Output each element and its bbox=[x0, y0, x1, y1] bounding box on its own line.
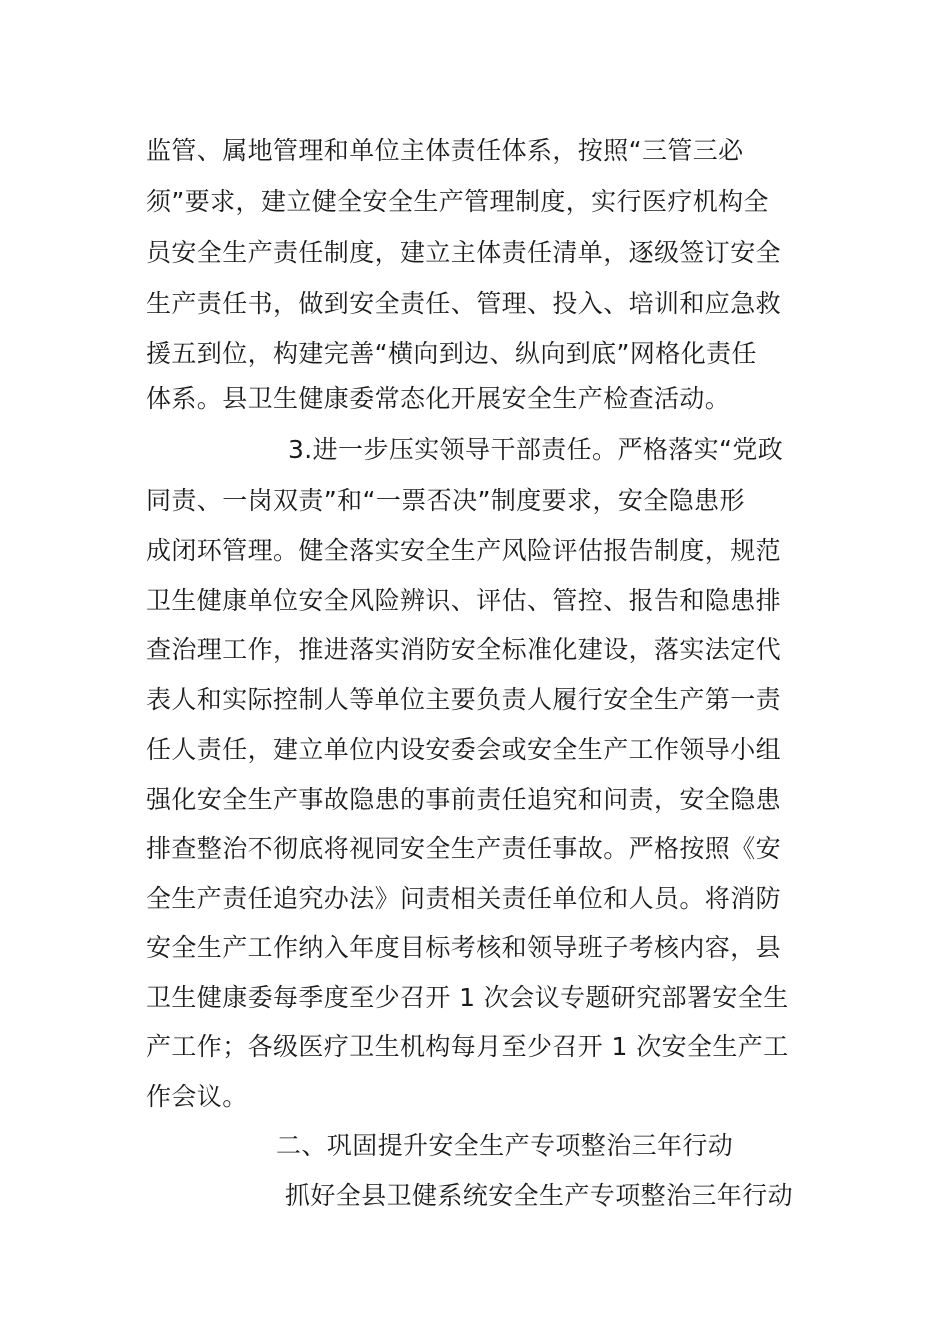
body-text-line: 成闭环管理。健全落实安全生产风险评估报告制度，规范 bbox=[146, 536, 782, 565]
body-text-line: 须”要求，建立健全安全生产管理制度，实行医疗机构全 bbox=[146, 187, 769, 216]
body-text-line: 援五到位，构建完善“横向到边、纵向到底”网格化责任 bbox=[146, 339, 757, 368]
body-text-line: 体系。县卫生健康委常态化开展安全生产检查活动。 bbox=[146, 384, 731, 413]
section-heading: 二、巩固提升安全生产专项整治三年行动 bbox=[276, 1131, 734, 1160]
body-text-line: 同责、一岗双责”和“一票否决”制度要求，安全隐患形 bbox=[146, 486, 745, 515]
body-text-line: 安全生产工作纳入年度目标考核和领导班子考核内容，县 bbox=[146, 933, 782, 962]
body-text-line: 生产责任书，做到安全责任、管理、投入、培训和应急救 bbox=[146, 289, 782, 318]
body-text-line: 抓好全县卫健系统安全生产专项整治三年行动 bbox=[285, 1181, 794, 1210]
body-text-line: 任人责任，建立单位内设安委会或安全生产工作领导小组 bbox=[146, 735, 782, 764]
body-text-line: 全生产责任追究办法》问责相关责任单位和人员。将消防 bbox=[146, 884, 782, 913]
body-text-line: 作会议。 bbox=[146, 1082, 248, 1111]
body-text-line: 员安全生产责任制度，建立主体责任清单，逐级签订安全 bbox=[146, 238, 782, 267]
section-item-heading: 3.进一步压实领导干部责任。严格落实“党政 bbox=[288, 435, 784, 464]
body-text-line: 查治理工作，推进落实消防安全标准化建设，落实法定代 bbox=[146, 635, 782, 664]
body-text-line: 排查整治不彻底将视同安全生产责任事故。严格按照《安 bbox=[146, 834, 782, 863]
body-text-line: 强化安全生产事故隐患的事前责任追究和问责，安全隐患 bbox=[146, 785, 782, 814]
body-text-line: 卫生健康单位安全风险辨识、评估、管控、报告和隐患排 bbox=[146, 586, 782, 615]
body-text-line: 监管、属地管理和单位主体责任体系，按照“三管三必 bbox=[146, 136, 744, 165]
body-text-line: 产工作；各级医疗卫生机构每月至少召开 1 次安全生产工 bbox=[146, 1032, 789, 1061]
body-text-line: 表人和实际控制人等单位主要负责人履行安全生产第一责 bbox=[146, 685, 782, 714]
body-text-line: 卫生健康委每季度至少召开 1 次会议专题研究部署安全生 bbox=[146, 983, 789, 1012]
